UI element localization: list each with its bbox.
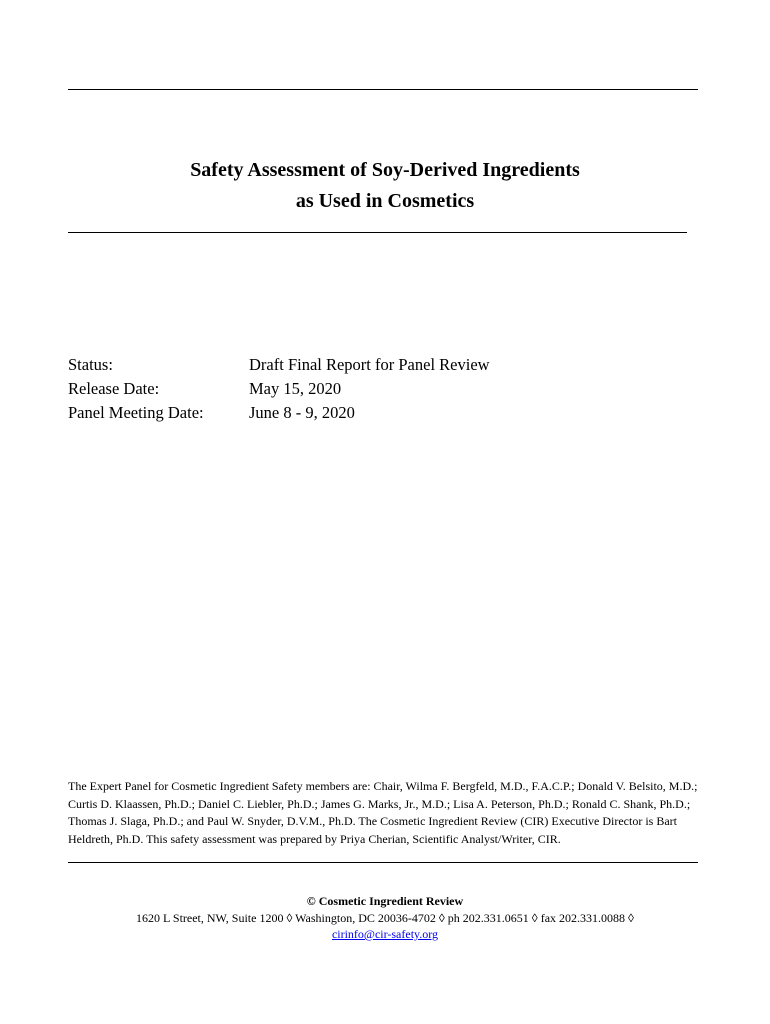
panel-meeting-date-value: June 8 - 9, 2020: [249, 403, 355, 422]
status-row: [68, 353, 668, 377]
panel-meeting-date-label: Panel Meeting Date:: [68, 403, 204, 422]
release-date-value: May 15, 2020: [249, 379, 342, 398]
footer-email-link[interactable]: cirinfo@cir-safety.org: [331, 927, 439, 941]
release-date-label: Release Date:: [68, 379, 160, 398]
document-title: [0, 155, 770, 217]
panel-meeting-date-row: [68, 401, 668, 425]
status-value: Draft Final Report for Panel Review: [249, 355, 490, 374]
footer-divider: [68, 862, 698, 863]
page-footer: [0, 893, 770, 943]
footer-organization: © Cosmetic Ingredient Review: [306, 894, 464, 908]
expert-panel-statement: The Expert Panel for Cosmetic Ingredient Safety members are: Chair, Wilma F. Bergfeld, M.D., F.A.C.P.; Donald V. Belsito, M.D.; Curtis D. Klaassen, Ph.D.; Daniel C. Liebler, Ph.D.; James G. Marks, Jr., M.D.; Lisa A. Peterson, Ph.D.; Ronald C. Shank, Ph.D.; Thomas J. Slaga, Ph.D.; and Paul W. Snyder, D.V.M., Ph.D. The Cosmetic Ingredient Review (CIR) Executive Director is Bart Heldreth, Ph.D. This safety assessment was prepared by Priya Cherian, Scientific Analyst/Writer, CIR.: [68, 779, 698, 846]
title-divider: [68, 232, 687, 233]
report-metadata: [68, 353, 668, 425]
title-line-1: Safety Assessment of Soy-Derived Ingredients: [190, 159, 580, 181]
title-line-2: as Used in Cosmetics: [295, 190, 475, 212]
footer-address: 1620 L Street, NW, Suite 1200 ◊ Washington, DC 20036-4702 ◊ ph 202.331.0651 ◊ fax 202.331.0088 ◊: [136, 910, 634, 925]
status-label: Status:: [68, 355, 113, 374]
release-date-row: [68, 377, 668, 401]
top-divider: [68, 89, 698, 90]
